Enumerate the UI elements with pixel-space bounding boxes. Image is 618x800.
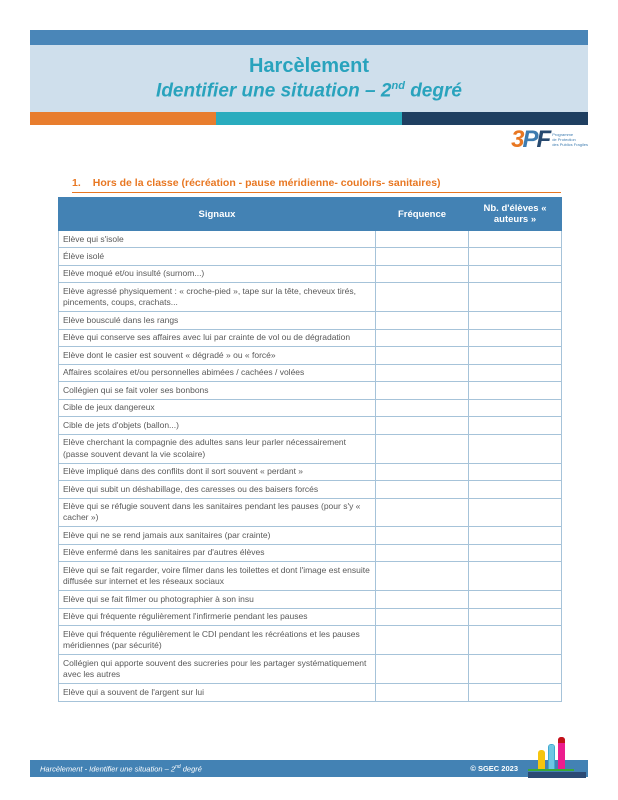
- table-row: [59, 684, 562, 701]
- signal-cell: Elève dont le casier est souvent « dégradé » ou « forcé»: [59, 347, 376, 364]
- frequence-input-cell[interactable]: [376, 481, 469, 498]
- nb-auteurs-input-cell[interactable]: [469, 283, 562, 312]
- nb-auteurs-input-cell[interactable]: [469, 527, 562, 544]
- section-underline: [72, 192, 561, 193]
- page-subtitle: Identifier une situation – 2nd degré: [156, 79, 462, 102]
- column-header-frequence: Fréquence: [376, 198, 469, 231]
- signal-cell: Affaires scolaires et/ou personnelles abimées / cachées / volées: [59, 364, 376, 381]
- signal-cell: Elève qui se réfugie souvent dans les sanitaires pendant les pauses (pour s'y « cacher »): [59, 498, 376, 527]
- frequence-input-cell[interactable]: [376, 498, 469, 527]
- table-row: [59, 248, 562, 265]
- frequence-input-cell[interactable]: [376, 283, 469, 312]
- signal-cell: Elève qui ne se rend jamais aux sanitaires (par crainte): [59, 527, 376, 544]
- nb-auteurs-input-cell[interactable]: [469, 684, 562, 701]
- nb-auteurs-input-cell[interactable]: [469, 248, 562, 265]
- signal-cell: Cible de jeux dangereux: [59, 399, 376, 416]
- table-row: [59, 283, 562, 312]
- frequence-input-cell[interactable]: [376, 655, 469, 684]
- section-title: Hors de la classe (récréation - pause méridienne- couloirs- sanitaires): [92, 177, 441, 189]
- table-row: [59, 527, 562, 544]
- signal-cell: Elève qui s'isole: [59, 231, 376, 248]
- nb-auteurs-input-cell[interactable]: [469, 608, 562, 625]
- footer-copyright: © SGEC 2023: [470, 764, 518, 773]
- signals-table: [58, 197, 562, 702]
- frequence-input-cell[interactable]: [376, 608, 469, 625]
- table-row: [59, 417, 562, 434]
- signal-cell: Elève cherchant la compagnie des adultes sans leur parler nécessairement (passe souvent devant la vie scolaire): [59, 434, 376, 463]
- signals-table-body: [59, 231, 562, 702]
- pencil-pink-icon: [558, 737, 565, 770]
- signal-cell: Elève qui se fait filmer ou photographier à son insu: [59, 591, 376, 608]
- nb-auteurs-input-cell[interactable]: [469, 382, 562, 399]
- nb-auteurs-input-cell[interactable]: [469, 312, 562, 329]
- stripe-teal-segment: [216, 112, 402, 125]
- frequence-input-cell[interactable]: [376, 562, 469, 591]
- table-row: [59, 544, 562, 561]
- table-row: [59, 608, 562, 625]
- signal-cell: Élève isolé: [59, 248, 376, 265]
- logo-3pf-text: 3PF: [511, 126, 550, 153]
- signal-cell: Elève moqué et/ou insulté (surnom...): [59, 265, 376, 282]
- footer-bar: [30, 760, 588, 777]
- nb-auteurs-input-cell[interactable]: [469, 498, 562, 527]
- signal-cell: Elève bousculé dans les rangs: [59, 312, 376, 329]
- frequence-input-cell[interactable]: [376, 364, 469, 381]
- frequence-input-cell[interactable]: [376, 434, 469, 463]
- table-row: [59, 481, 562, 498]
- table-row: [59, 626, 562, 655]
- table-row: [59, 364, 562, 381]
- frequence-input-cell[interactable]: [376, 544, 469, 561]
- signal-cell: Collégien qui se fait voler ses bonbons: [59, 382, 376, 399]
- signal-cell: Elève qui se fait regarder, voire filmer dans les toilettes et dont l'image est ensuite diffusée sur internet et les réseaux sociaux: [59, 562, 376, 591]
- table-row: [59, 591, 562, 608]
- header-top-bar: [30, 30, 588, 45]
- nb-auteurs-input-cell[interactable]: [469, 544, 562, 561]
- stripe-navy-segment: [402, 112, 588, 125]
- table-row: [59, 231, 562, 248]
- logo-green-baseline: [528, 769, 574, 771]
- table-row: [59, 463, 562, 480]
- header-color-stripe: [30, 112, 588, 125]
- frequence-input-cell[interactable]: [376, 527, 469, 544]
- nb-auteurs-input-cell[interactable]: [469, 364, 562, 381]
- pencil-blue-icon: [548, 744, 555, 770]
- header-banner: [30, 45, 588, 112]
- table-header-row: [59, 198, 562, 231]
- stripe-orange-segment: [30, 112, 216, 125]
- signal-cell: Elève qui fréquente régulièrement le CDI pendant les récréations et les pauses méridiennes (par sécurité): [59, 626, 376, 655]
- nb-auteurs-input-cell[interactable]: [469, 265, 562, 282]
- frequence-input-cell[interactable]: [376, 231, 469, 248]
- section-number: 1.: [72, 177, 81, 189]
- signals-table-wrap: [58, 197, 561, 702]
- section-heading: [72, 177, 562, 189]
- table-row: [59, 347, 562, 364]
- signal-cell: Elève enfermé dans les sanitaires par d'autres élèves: [59, 544, 376, 561]
- table-row: [59, 329, 562, 346]
- footer-document-title: Harcèlement - Identifier une situation – 2nd degré: [40, 763, 202, 774]
- table-row: [59, 399, 562, 416]
- nb-auteurs-input-cell[interactable]: [469, 231, 562, 248]
- nb-auteurs-input-cell[interactable]: [469, 591, 562, 608]
- frequence-input-cell[interactable]: [376, 382, 469, 399]
- signal-cell: Cible de jets d'objets (ballon...): [59, 417, 376, 434]
- logo-3pf-caption: Programme de Protection des Publics Fragiles: [552, 132, 588, 147]
- nb-auteurs-input-cell[interactable]: [469, 329, 562, 346]
- column-header-nb-eleves-auteurs: Nb. d'élèves « auteurs »: [469, 198, 562, 231]
- nb-auteurs-input-cell[interactable]: [469, 626, 562, 655]
- table-row: [59, 562, 562, 591]
- nb-auteurs-input-cell[interactable]: [469, 463, 562, 480]
- frequence-input-cell[interactable]: [376, 347, 469, 364]
- frequence-input-cell[interactable]: [376, 463, 469, 480]
- enseignement-catholique-logo: [528, 736, 586, 778]
- signal-cell: Elève qui fréquente régulièrement l'infirmerie pendant les pauses: [59, 608, 376, 625]
- frequence-input-cell[interactable]: [376, 626, 469, 655]
- frequence-input-cell[interactable]: [376, 312, 469, 329]
- signal-cell: Elève agressé physiquement : « croche-pied », tape sur la tête, cheveux tirés, pincements, coups, crachats...: [59, 283, 376, 312]
- signal-cell: Elève impliqué dans des conflits dont il sort souvent « perdant »: [59, 463, 376, 480]
- table-row: [59, 434, 562, 463]
- column-header-signaux: Signaux: [59, 198, 376, 231]
- page-title: Harcèlement: [248, 54, 370, 77]
- signal-cell: Elève qui conserve ses affaires avec lui par crainte de vol ou de dégradation: [59, 329, 376, 346]
- signal-cell: Elève qui a souvent de l'argent sur lui: [59, 684, 376, 701]
- table-row: [59, 382, 562, 399]
- nb-auteurs-input-cell[interactable]: [469, 655, 562, 684]
- logo-navy-band: [528, 772, 586, 778]
- frequence-input-cell[interactable]: [376, 684, 469, 701]
- table-row: [59, 265, 562, 282]
- nb-auteurs-input-cell[interactable]: [469, 347, 562, 364]
- signal-cell: Elève qui subit un déshabillage, des caresses ou des baisers forcés: [59, 481, 376, 498]
- table-row: [59, 498, 562, 527]
- nb-auteurs-input-cell[interactable]: [469, 481, 562, 498]
- nb-auteurs-input-cell[interactable]: [469, 434, 562, 463]
- nb-auteurs-input-cell[interactable]: [469, 562, 562, 591]
- nb-auteurs-input-cell[interactable]: [469, 417, 562, 434]
- frequence-input-cell[interactable]: [376, 248, 469, 265]
- frequence-input-cell[interactable]: [376, 417, 469, 434]
- frequence-input-cell[interactable]: [376, 265, 469, 282]
- frequence-input-cell[interactable]: [376, 329, 469, 346]
- pencil-yellow-icon: [538, 750, 545, 770]
- frequence-input-cell[interactable]: [376, 399, 469, 416]
- table-row: [59, 312, 562, 329]
- logo-3pf: [511, 126, 588, 153]
- table-row: [59, 655, 562, 684]
- signal-cell: Collégien qui apporte souvent des sucreries pour les partager systématiquement avec les autres: [59, 655, 376, 684]
- frequence-input-cell[interactable]: [376, 591, 469, 608]
- nb-auteurs-input-cell[interactable]: [469, 399, 562, 416]
